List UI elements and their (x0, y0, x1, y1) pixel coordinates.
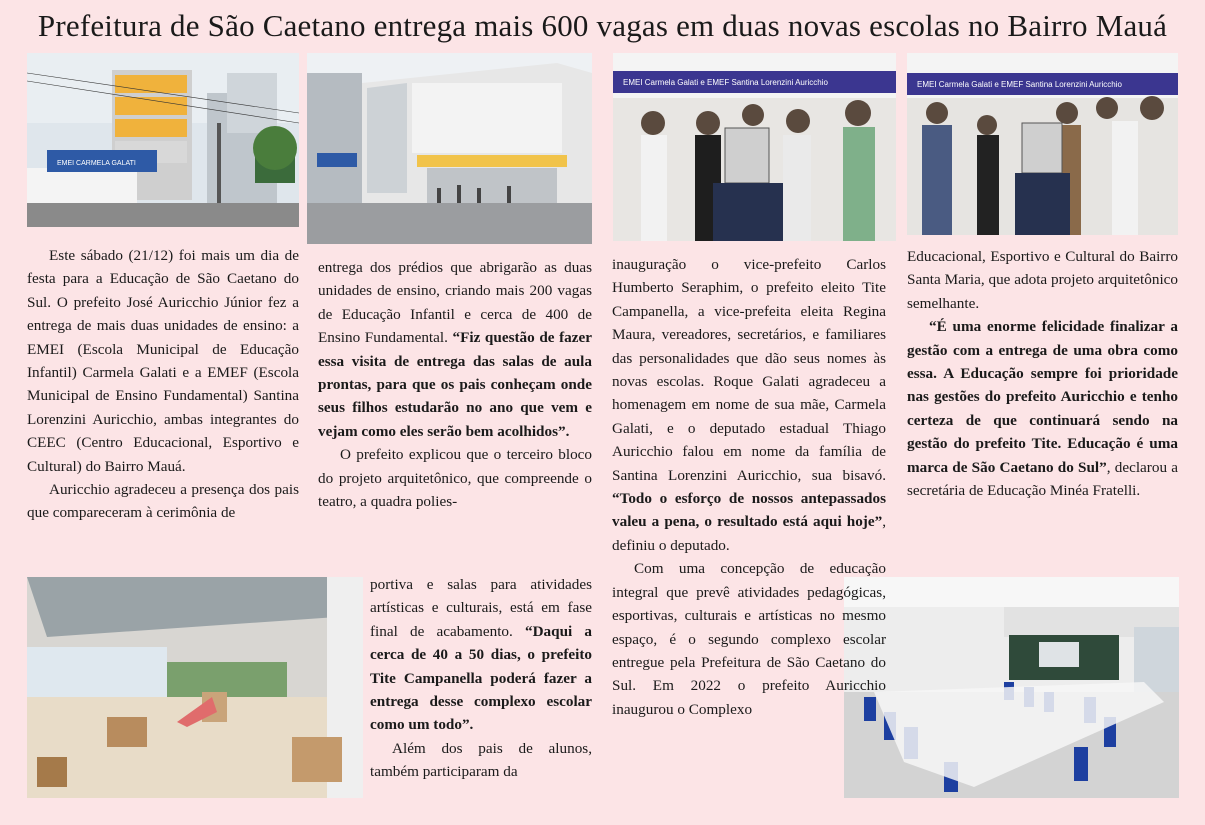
col1-paragraph-2: Auricchio agradeceu a presença dos pais que compareceram à cerimônia de (27, 481, 299, 522)
photo-ceremony-plaque-2 (907, 53, 1178, 235)
col2-paragraph-3: Além dos pais de alunos, também participaram da (370, 739, 592, 781)
col4-quote: “É uma enorme felicidade finalizar a gestão com a entrega de uma obra como essa. A Educação sempre foi prioridade nas gestões do prefeito Auricchio e tenho certeza de que continuará sendo na gestão do prefeito Tite. Educação é uma marca de São Caetano do Sul” (907, 318, 1178, 476)
col4-paragraph-1: Educacional, Esportivo e Cultural do Bairro Santa Maria, que adota projeto arquitetônico semelhante. (907, 248, 1178, 312)
photo-classroom (844, 577, 1179, 798)
col2-quote-1: “Fiz questão de fazer essa visita de entrega das salas de aula prontas, para que os pais conheçam onde seus filhos estudarão no ano que vem e vejam como eles serão bem acolhidos”. (318, 329, 592, 440)
col2-paragraph-1: entrega dos prédios que abrigarão as duas unidades de ensino, criando mais 200 vagas de Educação Infantil e cerca de 400 de Ensino Fundamental. “Fiz questão de fazer essa visita de entrega das salas de aula prontas, para que os pais conheçam onde seus filhos estudarão no ano que vem e vejam como eles serão bem acolhidos”. (318, 259, 592, 440)
headline: Prefeitura de São Caetano entrega mais 600 vagas em duas novas escolas no Bairro Mauá (37, 8, 1168, 43)
article-column-2-lower (370, 573, 592, 784)
col3-paragraph-1: inauguração o vice-prefeito Carlos Humberto Seraphim, o prefeito eleito Tite Campanella, a vice-prefeita eleita Regina Maura, vereadores, secretários, e familiares das personalidades que dão seus nomes às novas escolas. Roque Galati agradeceu a homenagem em nome de sua mãe, Carmela Galati, e o deputado estadual Thiago Auricchio falou em nome da família de Santina Lorenzini Auricchio, sua bisavó. “Todo o esforço de nossos antepassados valeu a pena, o resultado está aqui hoje”, definiu o deputado. (612, 256, 886, 554)
photo-playroom (27, 577, 363, 798)
plaque-banner-2: EMEI Carmela Galati e EMEF Santina Lorenzini Auricchio (917, 80, 1122, 89)
photo-school-building (307, 53, 592, 244)
school-sign: EMEI CARMELA GALATI (57, 160, 136, 167)
col3-paragraph-2: Com uma concepção de educação integral que prevê atividades pedagógicas, esportivas, culturais e artísticas no mesmo espaço, é o segundo complexo escolar entregue pela Prefeitura de São Caetano do Sul. Em 2022 o prefeito Auricchio inaugurou o Complexo (612, 560, 886, 718)
col2-paragraph-2: O prefeito explicou que o terceiro bloco do projeto arquitetônico, que compreende o teatro, a quadra polies- (318, 446, 592, 511)
col3-quote: “Todo o esforço de nossos antepassados valeu a pena, o resultado está aqui hoje” (612, 490, 886, 531)
col2-paragraph-2-cont: portiva e salas para atividades artísticas e culturais, está em fase final de acabamento. “Daqui a cerca de 40 a 50 dias, o prefeito Tite Campanella poderá fazer a entrega desse complexo escolar como um todo”. (370, 576, 593, 734)
plaque-banner-1: EMEI Carmela Galati e EMEF Santina Lorenzini Auricchio (623, 78, 828, 87)
col1-paragraph-1: Este sábado (21/12) foi mais um dia de festa para a Educação de São Caetano do Sul. O prefeito José Auricchio Júnior fez a entrega de mais duas unidades de ensino: a EMEI (Escola Municipal de Educação Infantil) Carmela Galati e a EMEF (Escola Municipal de Ensino Fundamental) Santina Lorenzini Auricchio, ambas integrantes do CEEC (Centro Educacional, Esportivo e Cultural) do Bairro Mauá. (27, 247, 299, 475)
article-column-4 (907, 245, 1178, 502)
photo-school-exterior (27, 53, 299, 227)
col2-quote-2: “Daqui a cerca de 40 a 50 dias, o prefeito Tite Campanella poderá fazer a entrega desse complexo escolar como um todo”. (370, 622, 593, 734)
photo-ceremony-plaque-1 (613, 53, 896, 241)
article-column-2 (318, 256, 592, 513)
article-column-3 (612, 253, 886, 721)
article-column-1 (27, 244, 299, 525)
col4-paragraph-2: “É uma enorme felicidade finalizar a gestão com a entrega de uma obra como essa. A Educação sempre foi prioridade nas gestões do prefeito Auricchio e tenho certeza de que continuará sendo na gestão do prefeito Tite. Educação é uma marca de São Caetano do Sul”, declarou a secretária de Educação Minéa Fratelli. (907, 318, 1178, 500)
